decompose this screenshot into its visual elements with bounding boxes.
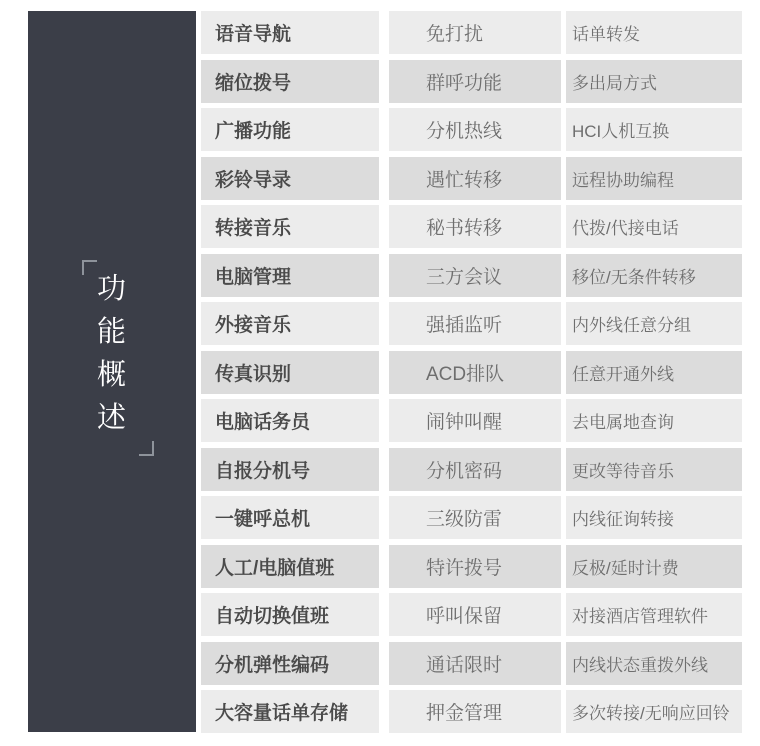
feature-cell: 外接音乐	[201, 302, 379, 345]
feature-cell: 任意开通外线	[566, 351, 742, 394]
feature-cell: 分机密码	[389, 448, 561, 491]
feature-cell: 传真识别	[201, 351, 379, 394]
title-char: 能	[96, 316, 127, 348]
feature-cell: 代拨/代接电话	[566, 205, 742, 248]
title-char: 概	[96, 359, 127, 391]
feature-cell: 话单转发	[566, 11, 742, 54]
feature-cell: 自动切换值班	[201, 593, 379, 636]
feature-cell: 分机弹性编码	[201, 642, 379, 685]
sidebar	[28, 11, 196, 732]
feature-cell: 电脑话务员	[201, 399, 379, 442]
section-title	[28, 268, 196, 440]
feature-cell: 人工/电脑值班	[201, 545, 379, 588]
feature-column-call	[389, 11, 561, 733]
feature-cell: 移位/无条件转移	[566, 254, 742, 297]
title-char: 功	[96, 273, 127, 305]
corner-bracket-close-icon	[139, 441, 154, 456]
title-char: 述	[96, 402, 127, 434]
feature-cell: 语音导航	[201, 11, 379, 54]
feature-cell: 对接酒店管理软件	[566, 593, 742, 636]
feature-cell: 反极/延时计费	[566, 545, 742, 588]
feature-cell: 内线征询转接	[566, 496, 742, 539]
feature-cell: 特许拨号	[389, 545, 561, 588]
feature-cell: 彩铃导录	[201, 157, 379, 200]
feature-cell: 分机热线	[389, 108, 561, 151]
feature-cell: 押金管理	[389, 690, 561, 733]
feature-cell: ACD排队	[389, 351, 561, 394]
feature-cell: 自报分机号	[201, 448, 379, 491]
feature-cell: 内线状态重拨外线	[566, 642, 742, 685]
feature-cell: 三方会议	[389, 254, 561, 297]
feature-cell: 闹钟叫醒	[389, 399, 561, 442]
feature-cell: 更改等待音乐	[566, 448, 742, 491]
feature-cell: 电脑管理	[201, 254, 379, 297]
feature-cell: 遇忙转移	[389, 157, 561, 200]
feature-cell: 呼叫保留	[389, 593, 561, 636]
feature-column-advanced	[566, 11, 742, 733]
feature-cell: 群呼功能	[389, 60, 561, 103]
feature-cell: 一键呼总机	[201, 496, 379, 539]
feature-cell: 转接音乐	[201, 205, 379, 248]
corner-bracket-open-icon	[82, 260, 97, 275]
feature-cell: 免打扰	[389, 11, 561, 54]
feature-cell: 内外线任意分组	[566, 302, 742, 345]
feature-cell: HCI人机互换	[566, 108, 742, 151]
feature-cell: 秘书转移	[389, 205, 561, 248]
feature-cell: 广播功能	[201, 108, 379, 151]
feature-cell: 缩位拨号	[201, 60, 379, 103]
feature-cell: 强插监听	[389, 302, 561, 345]
feature-cell: 通话限时	[389, 642, 561, 685]
feature-column-basic	[201, 11, 379, 733]
feature-cell: 大容量话单存储	[201, 690, 379, 733]
feature-cell: 远程协助编程	[566, 157, 742, 200]
feature-cell: 三级防雷	[389, 496, 561, 539]
feature-cell: 多出局方式	[566, 60, 742, 103]
feature-cell: 多次转接/无响应回铃	[566, 690, 742, 733]
feature-cell: 去电属地查询	[566, 399, 742, 442]
